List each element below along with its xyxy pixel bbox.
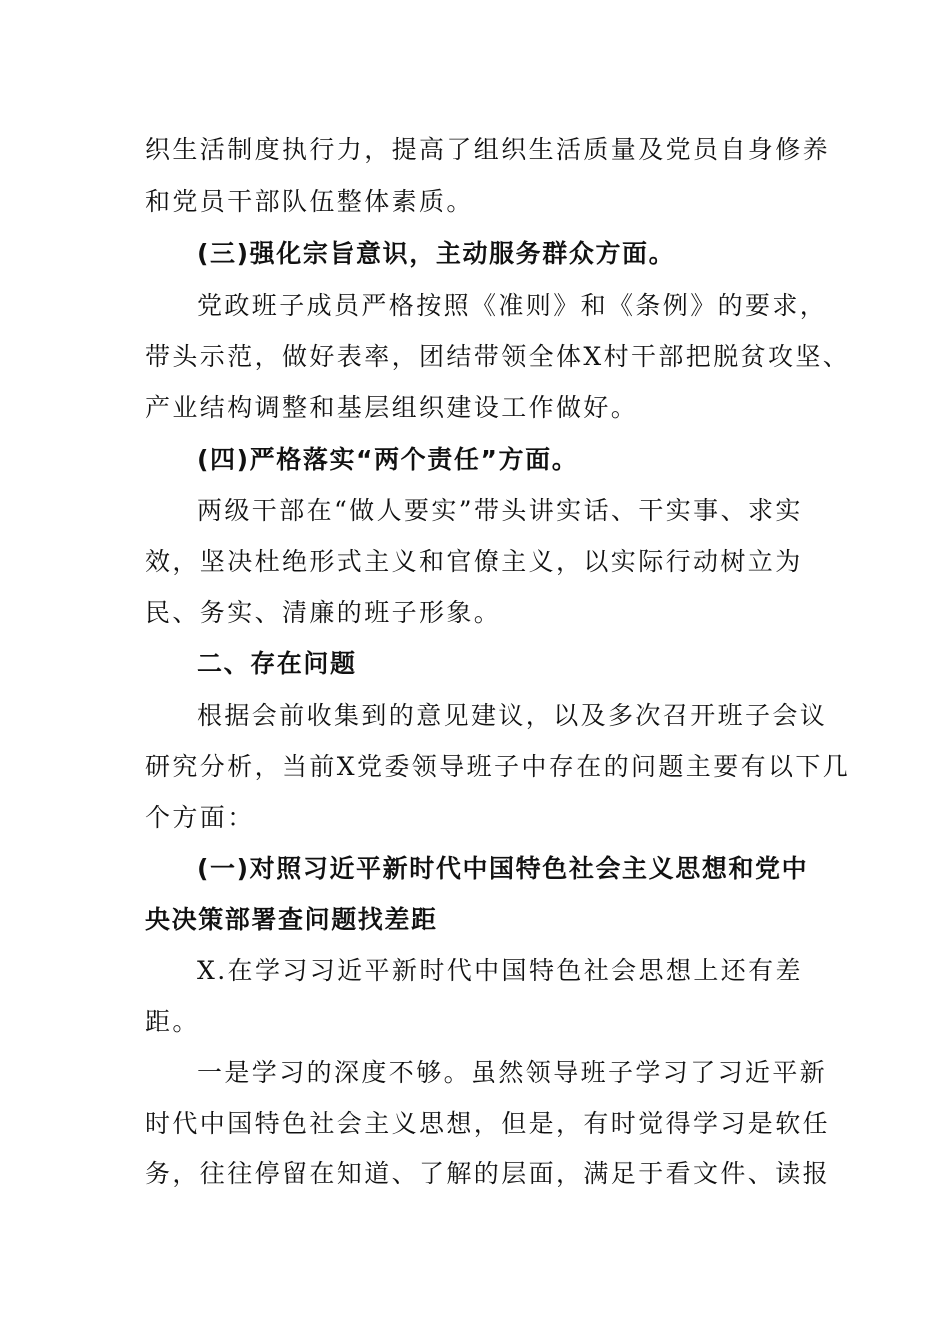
body-text-line: 距。 (145, 1007, 200, 1036)
body-text-line: 一是学习的深度不够。虽然领导班子学习了习近平新 (197, 1058, 828, 1087)
body-text-line: 研究分析，当前X党委领导班子中存在的问题主要有以下几 (145, 752, 851, 781)
section-heading: (四)严格落实“两个责任”方面。 (197, 445, 579, 474)
chapter-heading: 二、存在问题 (197, 649, 357, 678)
body-text-line: 民、务实、清廉的班子形象。 (145, 598, 502, 627)
section-heading: (一)对照习近平新时代中国特色社会主义思想和党中 (197, 854, 809, 883)
body-text-line: 两级干部在“做人要实”带头讲实话、干实事、求实 (197, 496, 803, 525)
body-text-line: 产业结构调整和基层组织建设工作做好。 (145, 393, 639, 422)
body-text-line: 根据会前收集到的意见建议，以及多次召开班子会议 (197, 701, 828, 730)
body-text-line: 党政班子成员严格按照《准则》和《条例》的要求， (197, 291, 828, 320)
body-text-line: 和党员干部队伍整体素质。 (145, 187, 474, 216)
body-text-line: 效，坚决杜绝形式主义和官僚主义，以实际行动树立为 (145, 547, 803, 576)
body-text-line: 时代中国特色社会主义思想，但是，有时觉得学习是软任 (145, 1109, 831, 1138)
body-text-line: 带头示范，做好表率，团结带领全体X村干部把脱贫攻坚、 (145, 342, 851, 371)
body-text-line: X.在学习习近平新时代中国特色社会思想上还有差 (197, 956, 803, 985)
body-text-line: 务，往往停留在知道、了解的层面，满足于看文件、读报 (145, 1159, 831, 1188)
body-text-line: 个方面： (145, 803, 255, 832)
body-text-line: 织生活制度执行力，提高了组织生活质量及党员自身修养 (145, 135, 831, 164)
section-heading: 央决策部署查问题找差距 (145, 905, 438, 934)
section-heading: (三)强化宗旨意识，主动服务群众方面。 (197, 239, 676, 268)
